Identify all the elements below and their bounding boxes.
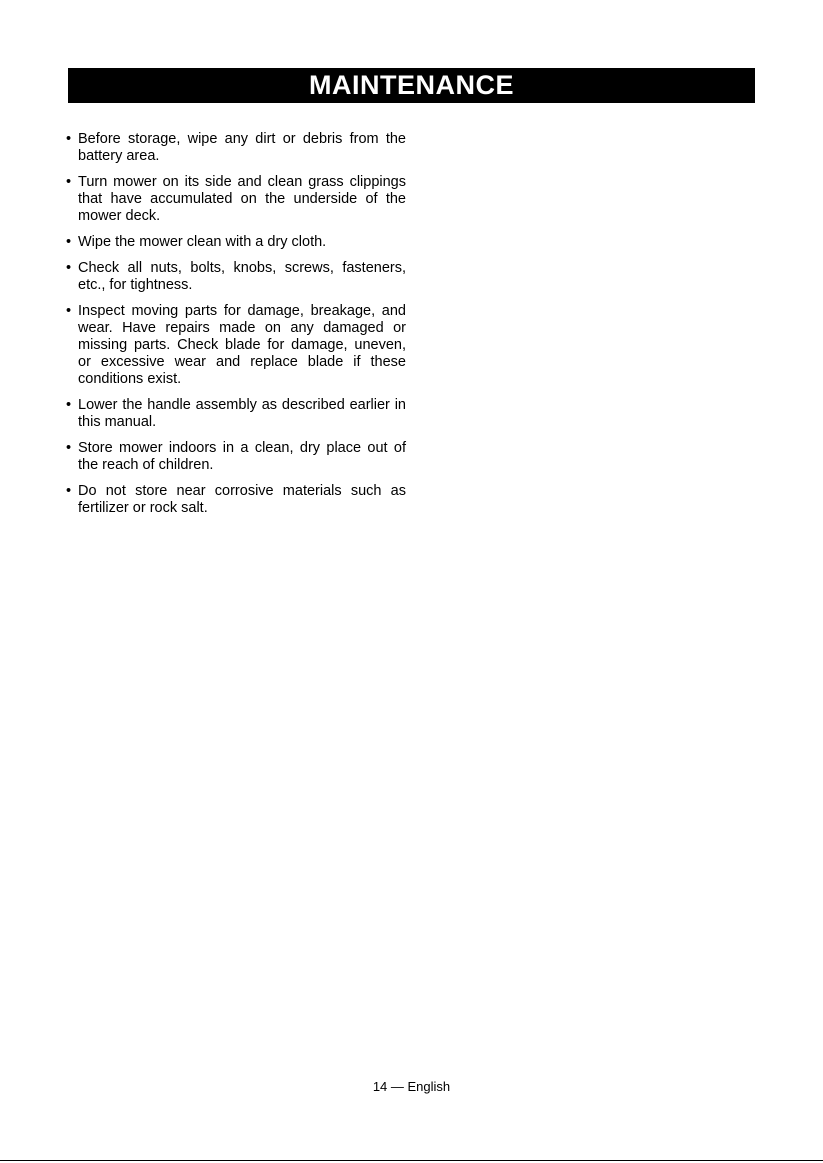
bullet-icon: • [66,174,72,190]
list-item [66,397,406,431]
list-item-text: Turn mower on its side and clean grass clippings that have accumulated on the underside of the mower deck. [78,174,406,224]
list-item-text: Wipe the mower clean with a dry cloth. [78,234,327,250]
list-item-text: Check all nuts, bolts, knobs, screws, fasteners, etc., for tightness. [78,260,406,293]
list-item [66,303,406,388]
list-item [66,131,406,165]
list-item [66,234,406,251]
list-item-text: Inspect moving parts for damage, breakage, and wear. Have repairs made on any damaged or missing parts. Check blade for damage, uneven, or excessive wear and replace blade if these conditions exist. [78,303,406,387]
bullet-icon: • [66,131,72,147]
section-title-bar [68,68,755,103]
page-title: MAINTENANCE [309,70,514,100]
bullet-icon: • [66,397,72,413]
bullet-icon: • [66,260,72,276]
list-item [66,174,406,225]
bottom-rule [0,1160,823,1161]
bullet-icon: • [66,483,72,499]
bullet-icon: • [66,440,72,456]
list-item [66,260,406,294]
page-footer [0,1079,823,1094]
bullet-icon: • [66,303,72,319]
list-item [66,440,406,474]
bullet-icon: • [66,234,72,250]
list-item-text: Lower the handle assembly as described earlier in this manual. [78,397,406,430]
list-item-text: Store mower indoors in a clean, dry place out of the reach of children. [78,440,406,473]
page-number: 14 — English [372,1079,451,1094]
maintenance-list [66,131,406,526]
list-item-text: Do not store near corrosive materials such as fertilizer or rock salt. [78,483,406,516]
list-item [66,483,406,517]
list-item-text: Before storage, wipe any dirt or debris from the battery area. [78,131,406,164]
